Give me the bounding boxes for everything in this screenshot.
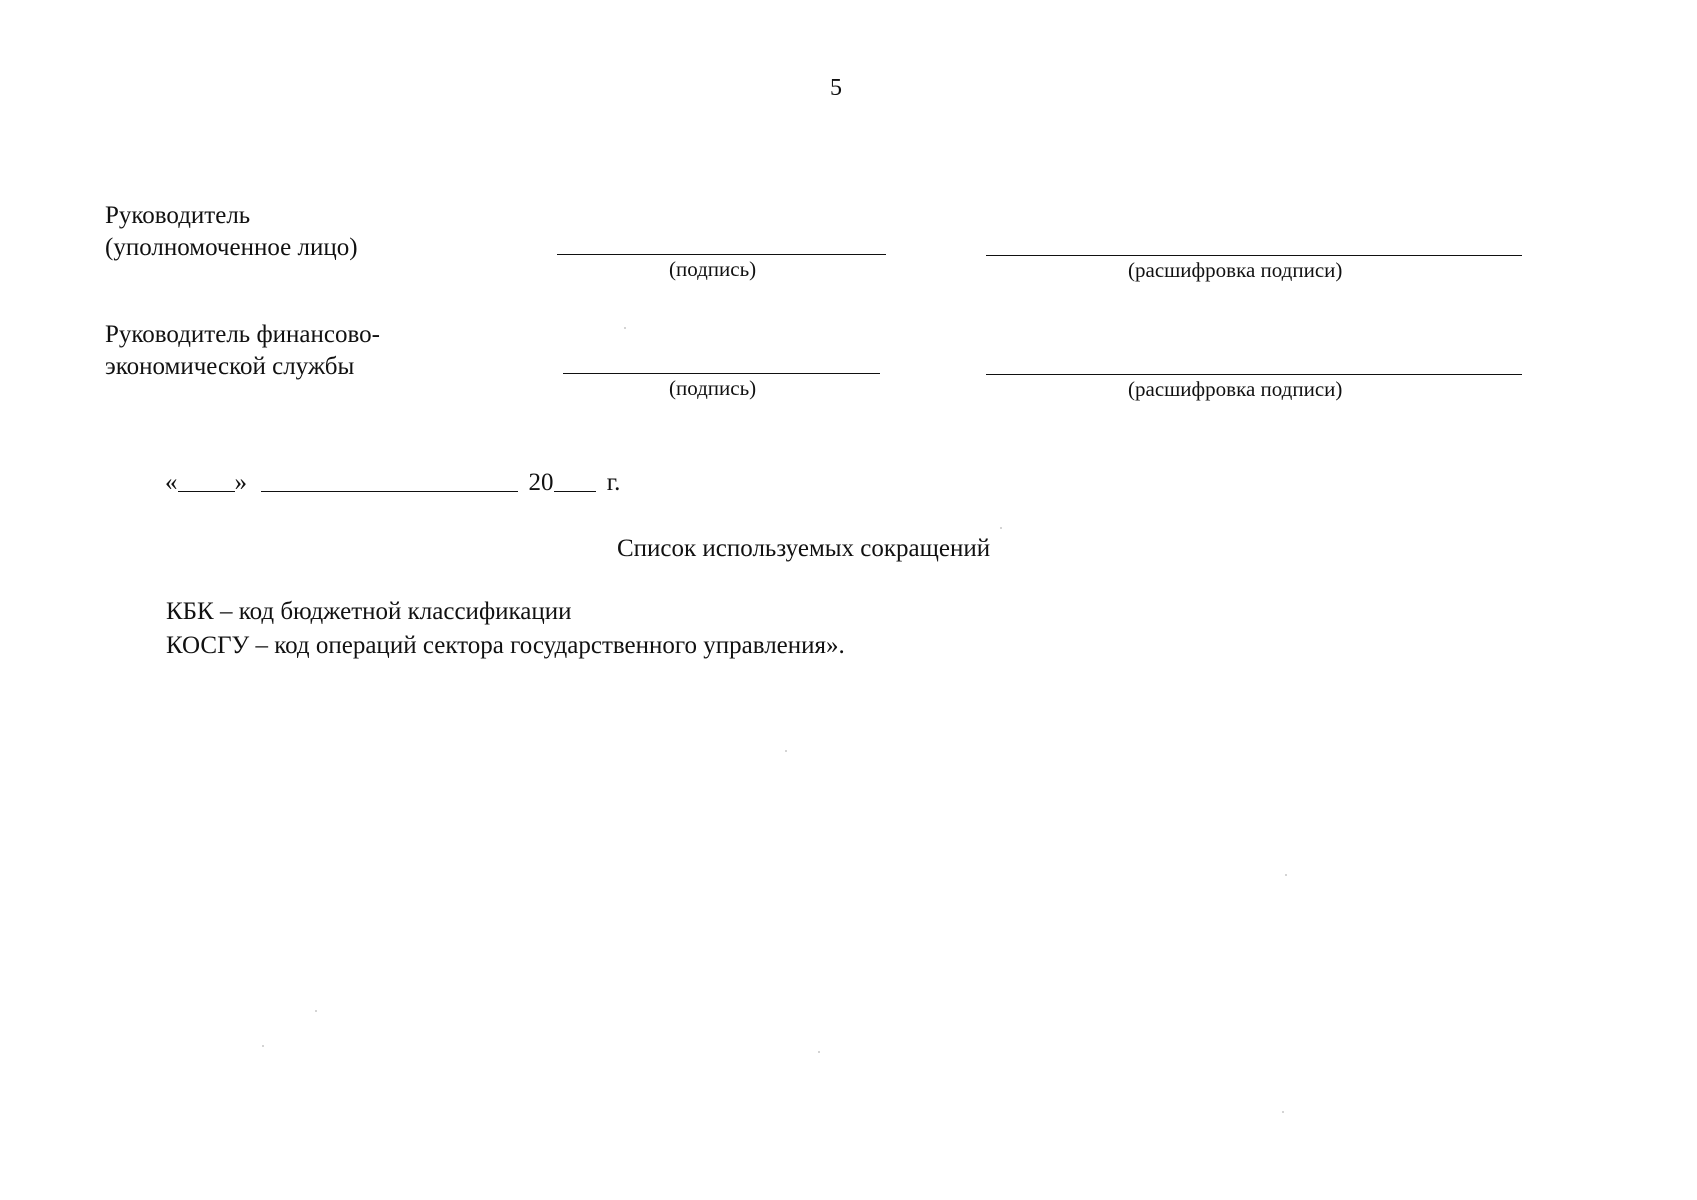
page-number: 5 [830,75,842,101]
signature-role-line-2: экономической службы [105,353,355,380]
scan-speck [1285,874,1287,876]
scan-speck [624,327,626,329]
abbreviations-title: Список используемых сокращений [617,535,991,562]
signature-role-line-1: Руководитель [105,202,251,229]
signature-role-line-1: Руководитель финансово- [105,321,380,348]
signature-caption: (подпись) [669,257,757,281]
year-blank [554,473,596,492]
scan-speck [262,1045,264,1047]
signature-decoding-line [986,255,1522,256]
abbreviation-item: КБК – код бюджетной классификации [166,598,572,625]
signature-role-line-2: (уполномоченное лицо) [105,234,358,261]
abbreviation-item: КОСГУ – код операций сектора государственного управления». [166,632,845,659]
scan-speck [785,750,787,752]
scan-speck [1282,1111,1284,1113]
scan-speck [1000,527,1002,529]
date-open-quote: « [165,469,178,496]
year-prefix: 20 [528,469,554,496]
signature-line [563,373,880,374]
month-blank [261,473,518,492]
day-blank [178,473,235,492]
signature-line [557,254,886,255]
signature-decoding-line [986,374,1522,375]
date-line [165,470,620,495]
signature-decoding-caption: (расшифровка подписи) [1128,377,1343,401]
signature-caption: (подпись) [669,376,757,400]
scan-speck [818,1051,820,1053]
year-suffix: г. [606,469,621,496]
signature-decoding-caption: (расшифровка подписи) [1128,258,1343,282]
date-close-quote: » [234,469,247,496]
scan-speck [315,1010,317,1012]
